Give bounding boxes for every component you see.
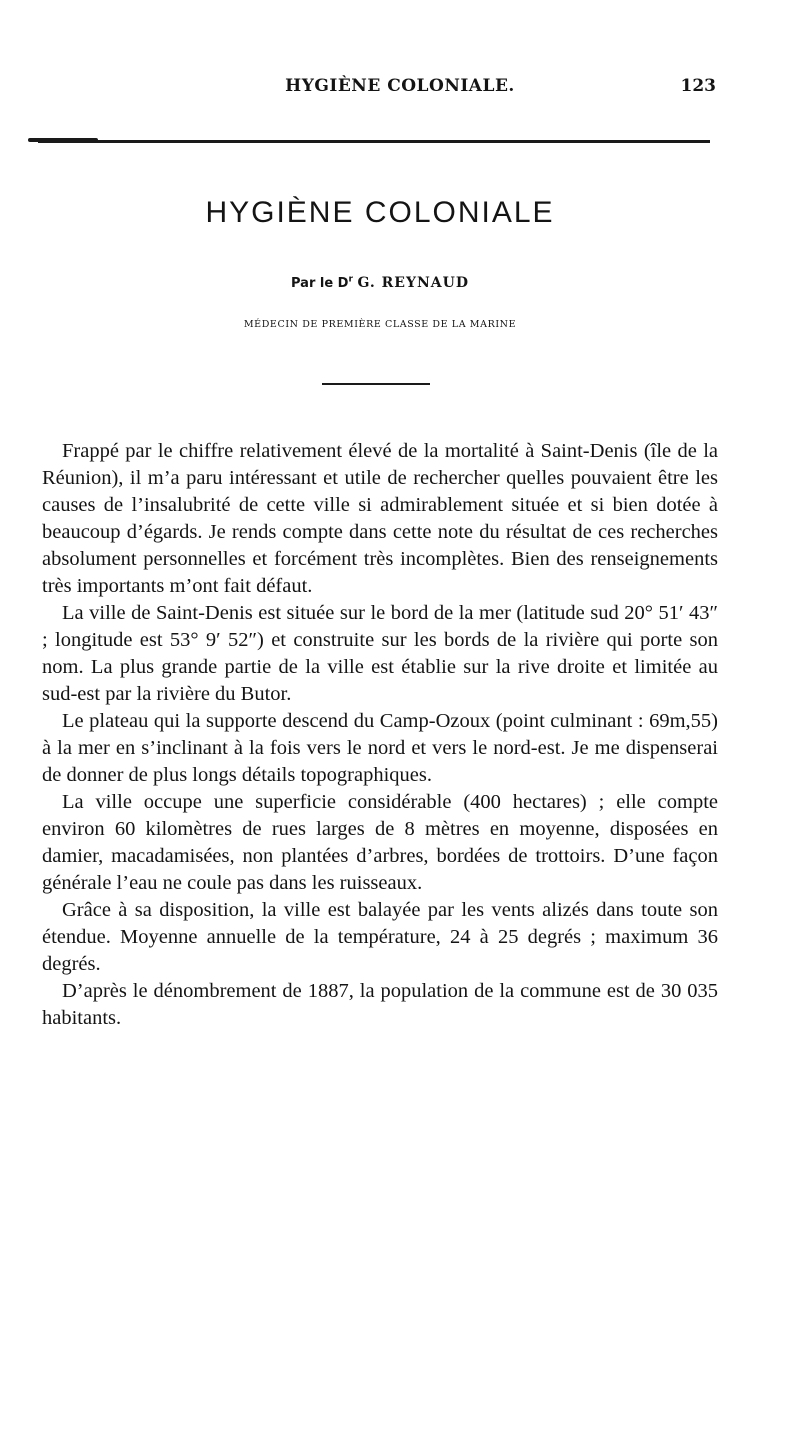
paragraph: Frappé par le chiffre relativement élevé de la mortalité à Saint-Denis (île de la Réunion), il m’a paru intéressant et utile de rechercher quelles pouvaient être les causes de l’insalubrité de cette ville si admirablement située et si bien dotée à beaucoup d’égards. Je rends compte dans cette note du résultat de ces recherches absolument personnelles et forcément très incomplètes. Bien des renseignements très importants m’ont fait défaut. xyxy=(42,440,718,597)
author-name: G. REYNAUD xyxy=(357,275,469,291)
article-body xyxy=(42,438,718,1032)
top-rule xyxy=(38,140,710,143)
section-rule xyxy=(322,383,430,385)
paragraph: La ville occupe une superficie considérable (400 hectares) ; elle compte environ 60 kilomètres de rues larges de 8 mètres en moyenne, disposées en damier, macadamisées, non plantées d’arbres, bordées de trottoirs. D’une façon générale l’eau ne coule pas dans les ruisseaux. xyxy=(42,791,718,894)
paragraph: Le plateau qui la supporte descend du Camp-Ozoux (point culminant : 69m,55) à la mer en s’inclinant à la fois vers le nord et vers le nord-est. Je me dispenserai de donner de plus longs détails topographiques. xyxy=(42,710,718,786)
paragraph: D’après le dénombrement de 1887, la population de la commune est de 30 035 habitants. xyxy=(42,980,718,1029)
article-title: HYGIÈNE COLONIALE xyxy=(205,196,555,229)
byline-superscript: r xyxy=(348,274,353,285)
paragraph: La ville de Saint-Denis est située sur le bord de la mer (latitude sud 20° 51′ 43″ ; longitude est 53° 9′ 52″) et construite sur les bords de la rivière qui porte son nom. La plus grande partie de la ville est établie sur la rive droite et limitée au sud-est par la rivière du Butor. xyxy=(42,602,718,705)
page-number: 123 xyxy=(680,76,716,96)
running-title: HYGIÈNE COLONIALE. xyxy=(285,76,515,96)
byline xyxy=(160,275,600,291)
paragraph: Grâce à sa disposition, la ville est balayée par les vents alizés dans toute son étendue. Moyenne annuelle de la température, 24 à 25 degrés ; maximum 36 degrés. xyxy=(42,899,718,975)
byline-prefix: Par le D xyxy=(291,276,349,291)
author-credentials: MÉDECIN DE PREMIÈRE CLASSE DE LA MARINE xyxy=(243,319,517,330)
